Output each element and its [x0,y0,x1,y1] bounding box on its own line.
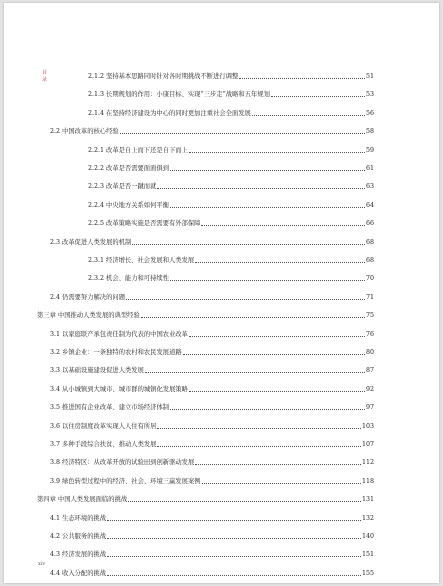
toc-entry-page: 53 [365,91,374,99]
toc-entry-page: 63 [365,183,374,191]
dot-leader [183,354,365,355]
dot-leader [128,501,361,502]
toc-entry[interactable] [50,385,374,395]
toc-entry-page: 151 [361,551,374,559]
toc-entry[interactable] [50,293,374,303]
toc-entry[interactable] [50,366,374,376]
toc-entry-title: 4.2 公共服务的挑战 [50,533,107,540]
toc-entry[interactable] [50,348,374,358]
toc-entry-page: 131 [361,496,374,504]
toc-entry-title: 3.3 以基础设施建设促进人类发展 [50,367,144,375]
dot-leader [132,244,365,245]
toc-entry-title: 3.9 绿色转型过程中的经济、社会、环境三赢发展案例 [50,477,201,485]
toc-entry-title: 4.4 收入分配的挑战 [50,569,107,577]
toc-entry-page: 68 [365,257,374,264]
toc-entry[interactable] [50,569,374,579]
toc-entry-title: 2.2.4 中央地方关系如何平衡 [88,201,169,209]
toc-entry-title: 4.1 生态环境的挑战 [50,514,107,522]
toc-entry-page: 92 [365,385,374,393]
toc-entry[interactable] [50,238,374,248]
toc-entry-title: 2.1.3 长期规划的作用：小康目标、实现“三步走”战略和五年规划 [88,91,270,99]
toc-entry-title: 3.8 经济特区：从改革开放的试验田到创新驱动发展 [50,459,195,467]
toc-entry-title: 3.5 推进国有企业改革、建立市场经济体制 [50,404,170,412]
toc-entry-page: 155 [361,569,374,577]
toc-entry[interactable] [50,422,374,432]
dot-leader [157,446,360,447]
toc-entry[interactable] [50,550,374,560]
page-number-footer: xiv [38,561,46,567]
toc-entry[interactable] [37,311,374,321]
toc-entry-page: 103 [361,422,374,430]
toc-entry[interactable] [50,403,374,413]
toc-entry-title: 2.2.1 改革是自上而下还是自下而上 [88,146,188,154]
toc-entry[interactable] [50,330,374,340]
toc-entry-page: 68 [365,238,374,246]
dot-leader [271,96,365,97]
toc-entry[interactable] [50,532,374,542]
toc-entry-page: 97 [365,404,374,412]
toc-entry-title: 2.2 中国改革的核心经验 [50,128,119,136]
toc-entry[interactable] [88,219,374,229]
toc-entry-title: 2.3.1 经济增长、社会发展和人类发展 [88,257,195,264]
toc-entry-page: 64 [365,201,374,209]
toc-entry-title: 第三章 中国推动人类发展的典型经验 [37,312,140,320]
dot-leader [189,336,365,337]
dot-leader [120,133,365,134]
dot-leader [195,262,365,263]
toc-entry-page: 140 [361,533,374,540]
toc-entry[interactable] [88,164,374,174]
toc-entry-page: 66 [365,220,374,228]
toc-entry[interactable] [50,514,374,524]
dot-leader [170,409,365,410]
dot-leader [189,391,365,392]
toc-entry[interactable] [88,201,374,211]
toc-entry-title: 4.3 经济发展的挑战 [50,551,107,559]
toc-entry-title: 2.2.5 改革策略实施是否需要有外部保障 [88,220,201,228]
toc-entry[interactable] [50,127,374,137]
toc-entry[interactable] [50,458,374,468]
toc-entry-title: 3.1 以家庭联产承包责任制为代表的中国农业改革 [50,330,188,338]
toc-entry[interactable] [88,90,374,100]
toc-entry-page: 70 [365,275,374,283]
dot-leader [195,464,361,465]
toc-entry-page: 80 [365,349,374,356]
dot-leader [239,78,365,79]
toc-entry[interactable] [50,477,374,487]
toc-entry-page: 56 [365,109,374,117]
dot-leader [107,556,361,557]
dot-leader [201,225,365,226]
dot-leader [157,188,365,189]
dot-leader [157,428,360,429]
toc-entry-page: 112 [361,459,374,467]
dot-leader [170,280,365,281]
toc-entry-title: 第四章 中国人类发展面临的挑战 [37,496,128,504]
toc-entry-page: 59 [365,146,374,154]
toc-entry-page: 76 [365,330,374,338]
toc-entry-title: 3.4 从小城镇到大城市、城市群的城镇化发展策略 [50,385,188,393]
dot-leader [170,207,365,208]
toc-entry-page: 51 [365,73,374,80]
toc-entry-title: 3.7 多种手段综合扶贫、推动人类发展 [50,441,157,448]
toc-entry-title: 2.1.2 坚持基本思路同时针对各时期挑战不断进行调整 [88,73,239,80]
dot-leader [107,575,361,576]
toc-entry-page: 107 [361,441,374,448]
document-page [4,3,439,583]
toc-entry-page: 132 [361,514,374,522]
toc-entry[interactable] [88,256,374,266]
side-label: 目录 [42,70,48,83]
toc-entry[interactable] [88,274,374,284]
dot-leader [126,299,365,300]
toc-entry-title: 2.3 改革促进人类发展的机制 [50,238,132,246]
toc-entry[interactable] [88,109,374,119]
toc-entry[interactable] [37,495,374,505]
toc-entry-title: 2.2.3 改革是否一蹴而就 [88,183,157,191]
dot-leader [170,170,365,171]
toc-entry-title: 3.6 以住房制度改革实现人人住有所居 [50,422,157,430]
dot-leader [107,538,361,539]
toc-entry[interactable] [50,440,374,450]
toc-entry[interactable] [88,72,374,82]
dot-leader [107,520,361,521]
toc-entry-page: 71 [365,293,374,301]
toc-entry-title: 2.3.2 机会、能力和可持续性 [88,275,169,283]
dot-leader [141,317,365,318]
toc-entry-page: 87 [365,367,374,375]
dot-leader [252,115,365,116]
toc-entry[interactable] [88,146,374,156]
toc-entry-title: 3.2 乡镇企业：一条独特的农村和农民发展道路 [50,349,182,356]
dot-leader [189,152,365,153]
toc-entry-page: 61 [365,165,374,172]
dot-leader [202,483,361,484]
toc-entry[interactable] [88,182,374,192]
toc-entry-page: 58 [365,128,374,136]
toc-entry-page: 118 [361,477,374,485]
toc-entry-page: 75 [365,312,374,320]
toc-entry-title: 2.4 仍需要努力解决的问题 [50,293,125,301]
toc-entry-title: 2.1.4 在坚持经济建设为中心的同时更加注重社会全面发展 [88,109,251,117]
dot-leader [145,372,365,373]
toc-entry-title: 2.2.2 改革是否需要面面俱到 [88,165,169,172]
